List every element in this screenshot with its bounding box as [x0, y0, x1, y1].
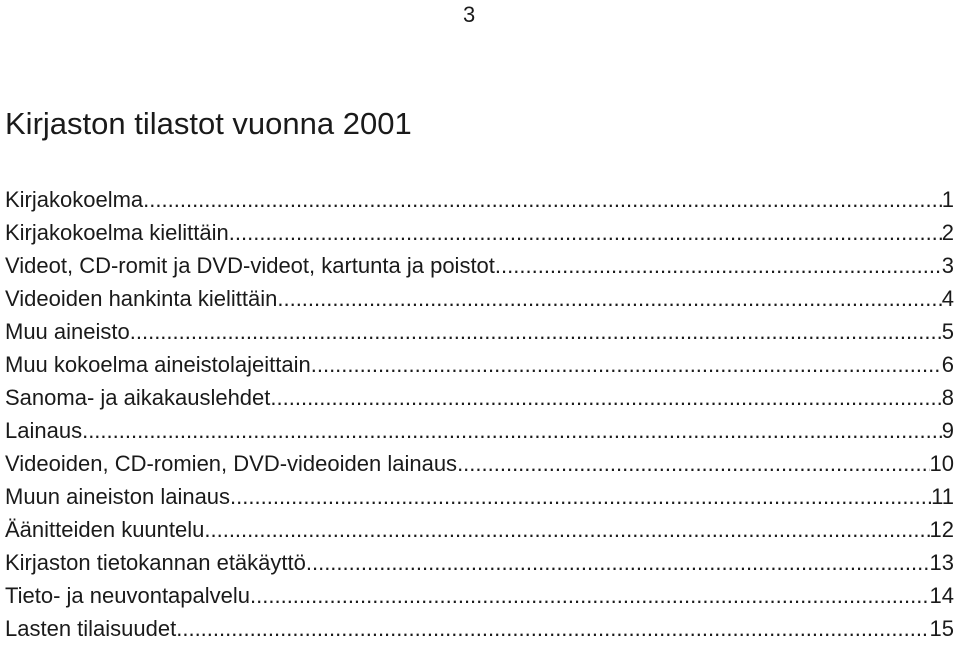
toc-entry	[5, 249, 954, 282]
document-title: Kirjaston tilastot vuonna 2001	[5, 106, 412, 141]
toc-entry-page: 9	[941, 418, 954, 443]
toc-entry-label: Äänitteiden kuuntelu	[5, 517, 205, 542]
toc-leader-dots	[306, 546, 930, 579]
page-number: 3	[463, 2, 476, 27]
toc-entry	[5, 447, 954, 480]
toc-leader-dots	[250, 579, 930, 612]
toc-entry-label: Muu kokoelma aineistolajeittain	[5, 352, 311, 377]
toc-entry	[5, 381, 954, 414]
toc-entry-label: Lainaus	[5, 418, 83, 443]
toc-entry-label: Videoiden, CD-romien, DVD-videoiden lainaus	[5, 451, 458, 476]
toc-entry-label: Lasten tilaisuudet	[5, 616, 177, 641]
toc-entry-label: Muu aineisto	[5, 319, 130, 344]
toc-entry-page: 12	[929, 517, 954, 542]
toc-leader-dots	[270, 381, 941, 414]
toc-leader-dots	[130, 315, 942, 348]
toc-entry-page: 8	[941, 385, 954, 410]
toc-entry-page: 5	[941, 319, 954, 344]
toc-entry	[5, 183, 954, 216]
toc-entry-page: 15	[929, 616, 954, 641]
toc-leader-dots	[457, 447, 929, 480]
toc-entry-page: 3	[941, 253, 954, 278]
toc-leader-dots	[495, 249, 942, 282]
toc-entry-label: Muun aineiston lainaus	[5, 484, 231, 509]
toc-leader-dots	[176, 612, 929, 645]
toc-entry-label: Sanoma- ja aikakauslehdet	[5, 385, 271, 410]
toc-leader-dots	[204, 513, 929, 546]
toc-entry	[5, 348, 954, 381]
table-of-contents	[5, 183, 954, 645]
toc-entry-page: 6	[941, 352, 954, 377]
toc-entry	[5, 579, 954, 612]
toc-entry	[5, 282, 954, 315]
toc-leader-dots	[277, 282, 941, 315]
toc-entry-label: Kirjaston tietokannan etäkäyttö	[5, 550, 306, 575]
toc-entry	[5, 546, 954, 579]
toc-entry	[5, 315, 954, 348]
toc-entry-page: 2	[941, 220, 954, 245]
toc-entry	[5, 216, 954, 249]
toc-leader-dots	[230, 480, 931, 513]
toc-entry-page: 13	[929, 550, 954, 575]
toc-entry-label: Kirjakokoelma kielittäin	[5, 220, 229, 245]
toc-entry-page: 1	[941, 187, 954, 212]
toc-entry	[5, 480, 954, 513]
toc-entry-label: Kirjakokoelma	[5, 187, 144, 212]
toc-leader-dots	[143, 183, 942, 216]
toc-entry-page: 4	[941, 286, 954, 311]
toc-entry-page: 10	[929, 451, 954, 476]
toc-entry-page: 14	[929, 583, 954, 608]
toc-entry	[5, 414, 954, 447]
toc-entry	[5, 612, 954, 645]
toc-leader-dots	[82, 414, 942, 447]
toc-entry	[5, 513, 954, 546]
toc-entry-page: 11	[931, 484, 954, 509]
toc-entry-label: Videot, CD-romit ja DVD-videot, kartunta ja poistot	[5, 253, 495, 278]
toc-leader-dots	[311, 348, 942, 381]
toc-entry-label: Videoiden hankinta kielittäin	[5, 286, 278, 311]
toc-leader-dots	[229, 216, 942, 249]
toc-entry-label: Tieto- ja neuvontapalvelu	[5, 583, 251, 608]
